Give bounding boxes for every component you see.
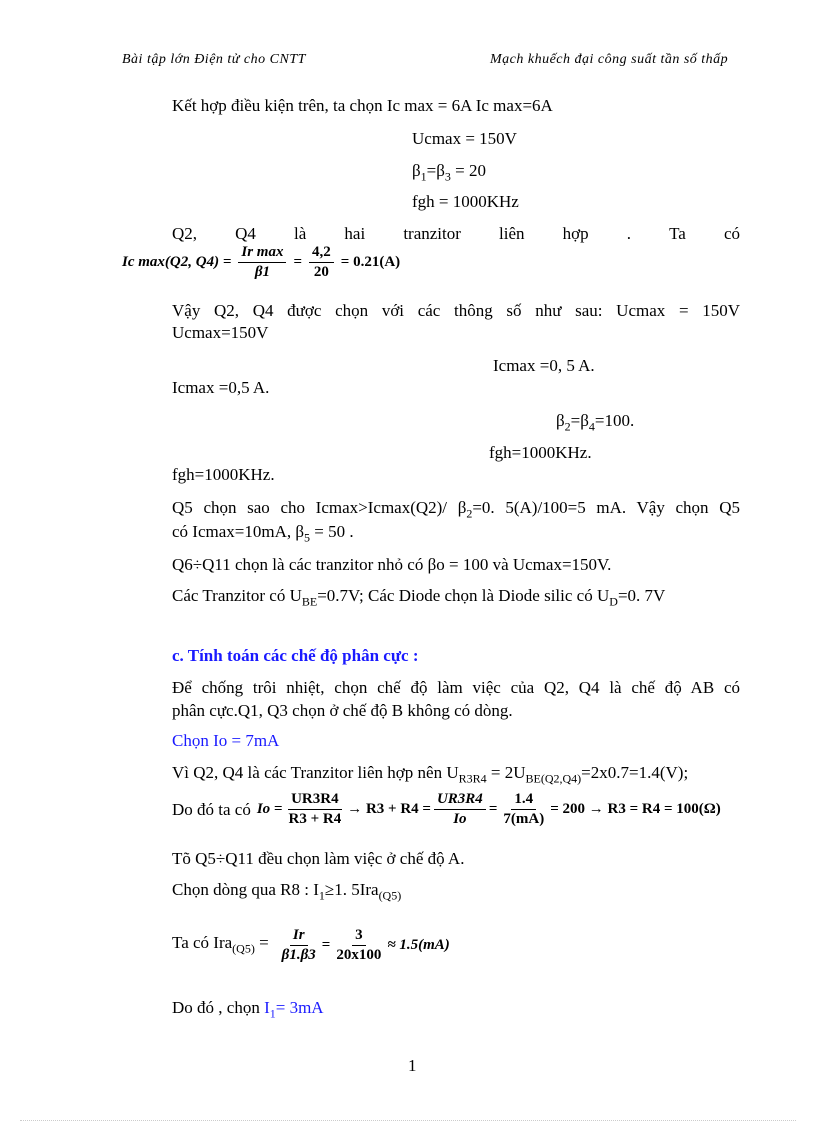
equation-icmax-q2q4: Ic max(Q2, Q4) = $\frac{\text{Ir max}}{\beta 1}$ = $\frac{4,2}{20}$ = 0.21(A)	[122, 244, 401, 280]
page-bottom-divider	[20, 1120, 796, 1121]
fgh-left: fgh=1000KHz.	[172, 465, 275, 484]
q2q4-line: Q2, Q4 là hai tranzitor liên hợp . Ta có	[172, 224, 740, 243]
equation-r3-r4: Do đó ta có Io = $\frac{UR3R4}{R3 + R4}$ → R3 + R4 = $\frac{UR3R4}{Io}$ = $\frac{1.4}{7(mA)}$ = 200 → R3 = R4 = 100(Ω)	[172, 791, 721, 827]
paragraph-bias-line2: phân cực.Q1, Q3 chọn ở chế độ B không có dòng.	[172, 701, 513, 720]
header-left: Bài tập lớn Điện tử cho CNTT	[122, 52, 306, 67]
icmax-right: Icmax =0, 5 A.	[493, 356, 595, 375]
beta24: $\beta_2=\beta_4=100$.	[556, 411, 635, 434]
paragraph-bias-line1: Để chống trôi nhiệt, chọn chế độ làm việc của Q2, Q4 là chế độ AB có	[172, 678, 740, 697]
page-number: 1	[408, 1056, 417, 1075]
paragraph-final-choice: Do đó , chọn $I_1= 3mA$	[172, 998, 324, 1021]
equation-ira: Ta có Ira$_{(Q5)}$ = $\frac{Ir}{\beta 1.\beta 3}$ = $\frac{3}{20x100}$ ≈ 1.5(mA)	[172, 927, 450, 963]
spec-ucmax: Ucmax = 150V	[412, 129, 517, 148]
paragraph-q5-line1: Q5 chọn sao cho Icmax>Icmax(Q2)/ $\beta_2=0$. 5(A)/100=5 mA. Vậy chọn Q5	[172, 498, 740, 521]
fgh-right: fgh=1000KHz.	[489, 443, 592, 462]
paragraph-r8-current: Chọn dòng qua R8 : $I_1\ge 1$. 5Ira$_{(Q5)}$	[172, 880, 402, 903]
paragraph-icmax: Kết hợp điều kiện trên, ta chọn Ic max = 6A Ic max=6A	[172, 96, 553, 115]
paragraph-q2q4-params: Vậy Q2, Q4 được chọn với các thông số như sau: Ucmax = 150V	[172, 301, 740, 320]
paragraph-ucmax: Ucmax=150V	[172, 323, 269, 342]
paragraph-q5-line2: có Icmax=10mA, $\beta_5 = 50$ .	[172, 522, 354, 545]
header-right: Mạch khuếch đại công suất tần số thấp	[490, 52, 729, 67]
paragraph-vbe-diode: Các Tranzitor có $U_{BE}=0.7V$; Các Diode chọn là Diode silic có $U_D=0$. 7V	[172, 586, 666, 609]
chon-io: Chọn Io = 7mA	[172, 731, 280, 750]
spec-beta13: $\beta_1=\beta_3 = 20$	[412, 161, 486, 184]
paragraph-q5-q11-mode-a: Tõ Q5÷Q11 đều chọn làm việc ở chế độ A.	[172, 849, 465, 868]
section-heading-bias: c. Tính toán các chế độ phân cực :	[172, 646, 419, 665]
icmax-left: Icmax =0,5 A.	[172, 378, 270, 397]
paragraph-ur3r4: Vì Q2, Q4 là các Tranzitor liên hợp nên $U_{R3R4} = 2U_{BE(Q2,Q4)}=2x0.7=1.4(V)$;	[172, 763, 689, 786]
spec-fgh: fgh = 1000KHz	[412, 192, 519, 211]
paragraph-q6-q11: Q6÷Q11 chọn là các tranzitor nhỏ có βo = 100 và Ucmax=150V.	[172, 555, 612, 574]
